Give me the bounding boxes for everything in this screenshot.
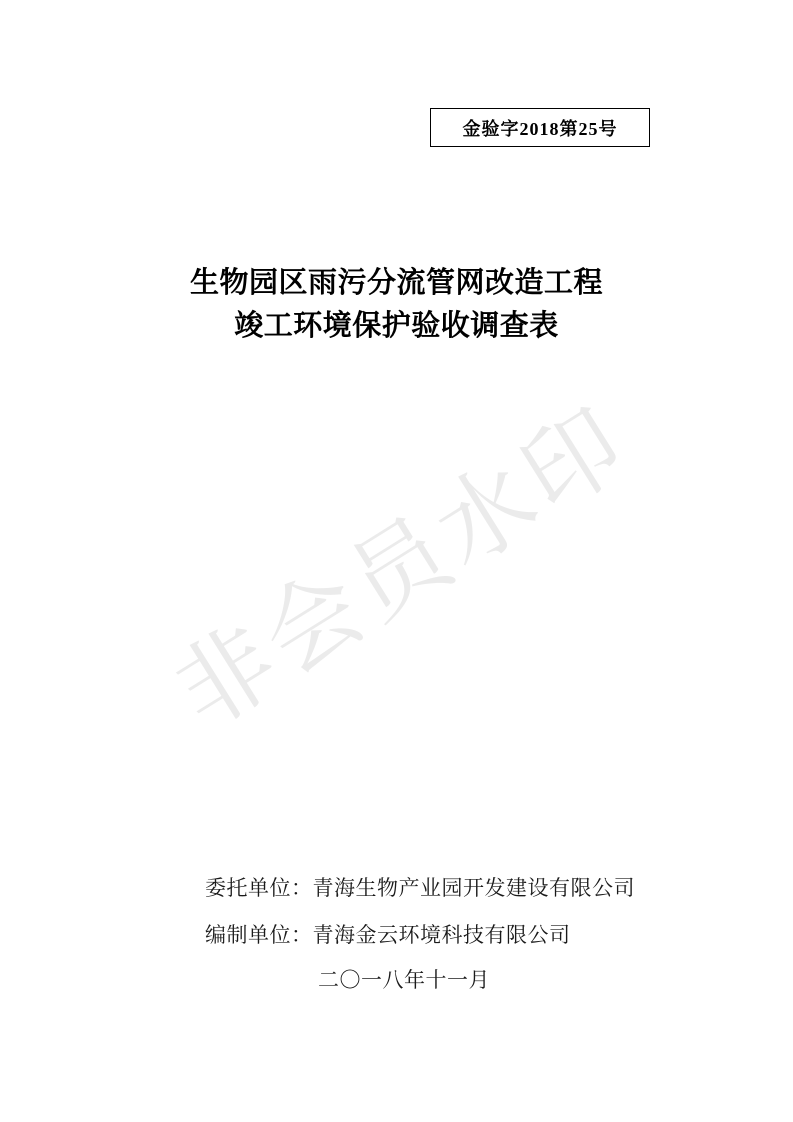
- title-line-1: 生物园区雨污分流管网改造工程: [189, 267, 603, 299]
- document-title: [0, 262, 793, 348]
- doc-number-text: 金验字2018第25号: [462, 118, 618, 139]
- diagonal-watermark: 非会员水印: [157, 387, 647, 749]
- compile-unit-value: 青海金云环境科技有限公司: [312, 923, 571, 947]
- compile-unit-label: 编制单位：: [205, 923, 313, 947]
- doc-number-box: [430, 108, 650, 147]
- entrust-unit-value: 青海生物产业园开发建设有限公司: [312, 876, 635, 900]
- entrust-unit-label: 委托单位：: [205, 876, 313, 900]
- document-date: 二〇一八年十一月: [318, 968, 490, 992]
- title-line-2: 竣工环境保护验收调查表: [234, 310, 559, 342]
- entrust-unit-line: [205, 872, 635, 902]
- compile-unit-line: [205, 919, 571, 949]
